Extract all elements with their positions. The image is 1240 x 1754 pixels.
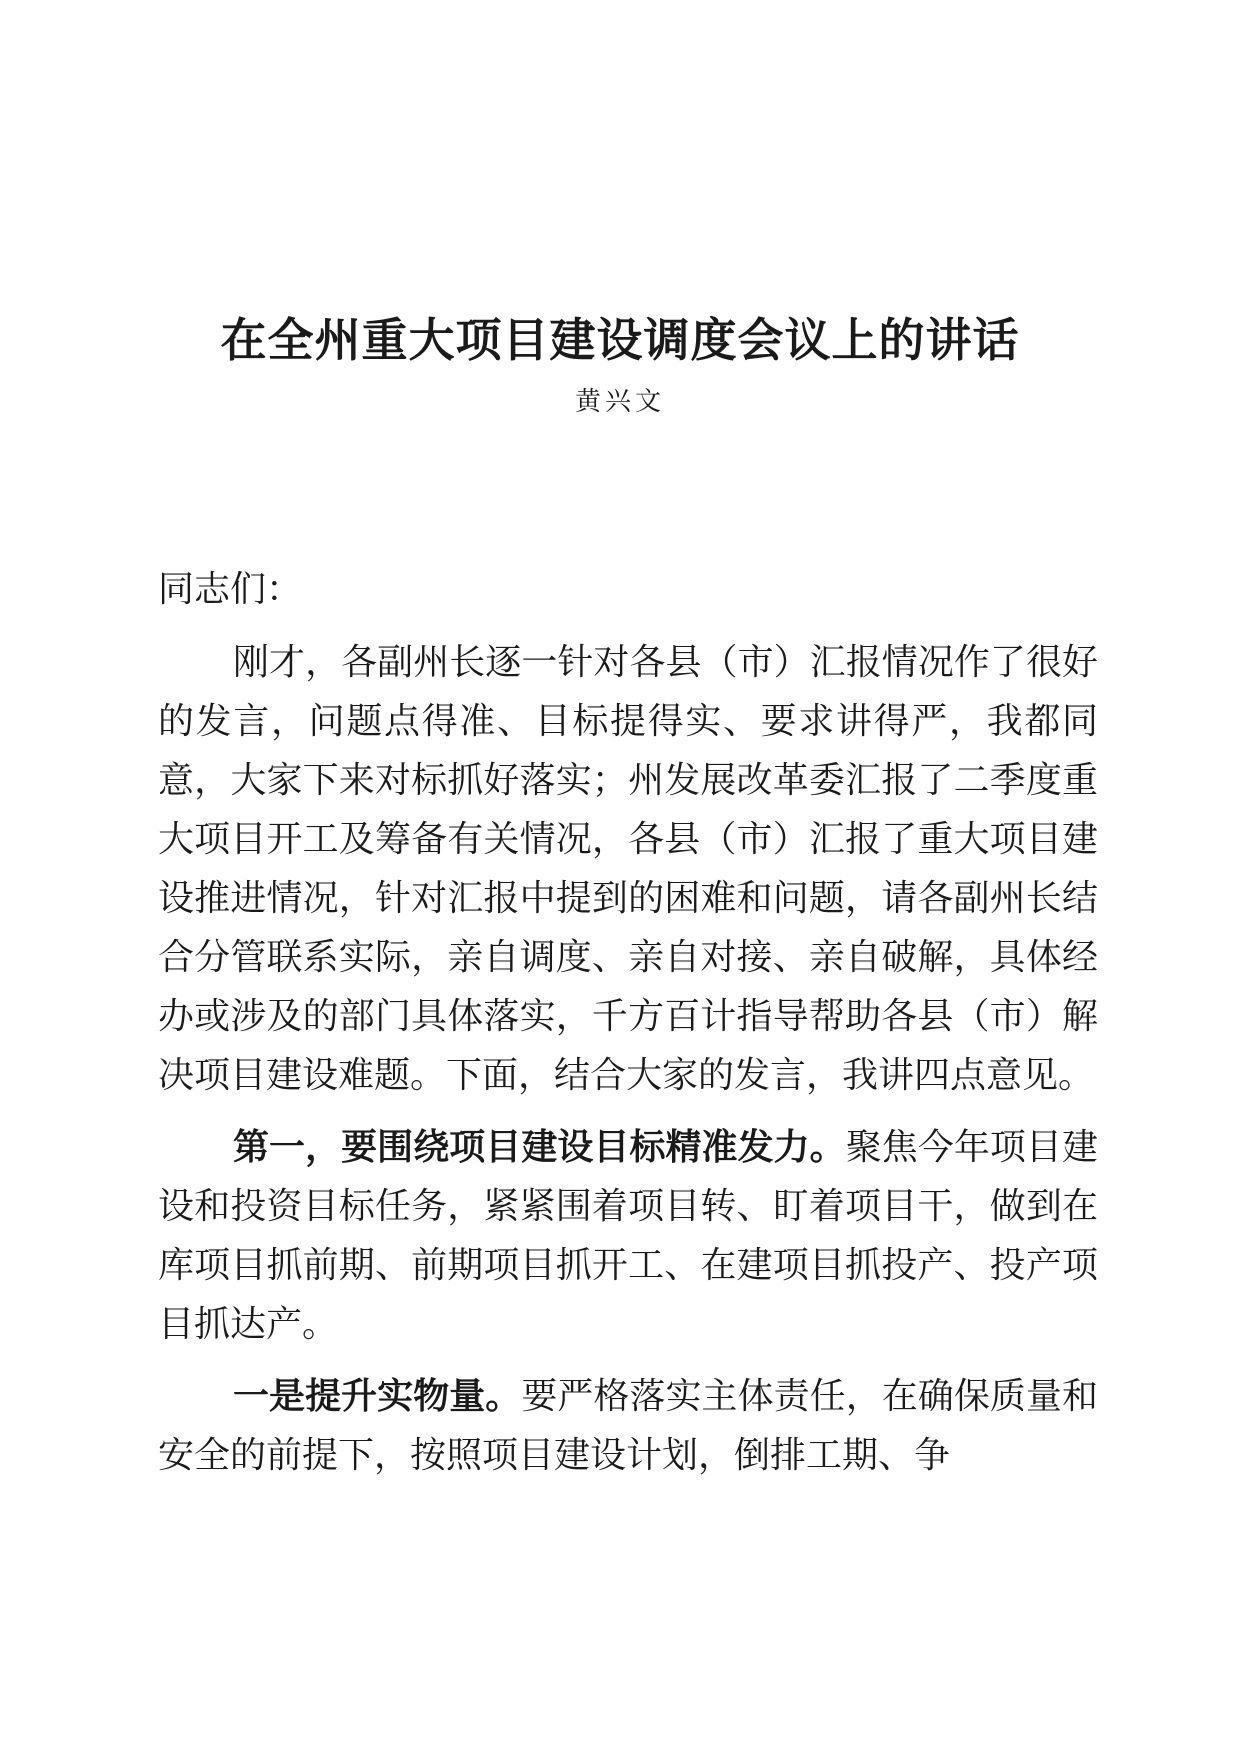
page-title: 在全州重大项目建设调度会议上的讲话	[220, 313, 1020, 367]
author-name: 黄兴文	[574, 387, 665, 417]
paragraph-lead: 第一，要围绕项目建设目标精准发力。	[233, 1127, 846, 1168]
paragraph-opening	[158, 633, 1098, 1105]
paragraph-lead: 一是提升实物量。	[233, 1376, 522, 1417]
paragraph-text: 聚焦今年项目建设和投资目标任务，紧紧围着项目转、盯着项目干，做到在库项目抓前期、前期项目抓开工、在建项目抓投产、投产项目抓达产。	[158, 1127, 1098, 1345]
paragraph-point-one	[158, 1118, 1098, 1354]
document-body	[158, 560, 1098, 1485]
paragraph-text: 要严格落实主体责任，在确保质量和安全的前提下，按照项目建设计划，倒排工期、争	[158, 1376, 1098, 1476]
paragraph-subpoint-one	[158, 1367, 1098, 1485]
salutation: 同志们：	[158, 569, 303, 610]
paragraph-text: 刚才，各副州长逐一针对各县（市）汇报情况作了很好的发言，问题点得准、目标提得实、要求讲得严，我都同意，大家下来对标抓好落实；州发展改革委汇报了二季度重大项目开工及筹备有关情况，各县（市）汇报了重大项目建设推进情况，针对汇报中提到的困难和问题，请各副州长结合分管联系实际，亲自调度、亲自对接、亲自破解，具体经办或涉及的部门具体落实，千方百计指导帮助各县（市）解决项目建设难题。下面，结合大家的发言，我讲四点意见。	[158, 642, 1098, 1096]
